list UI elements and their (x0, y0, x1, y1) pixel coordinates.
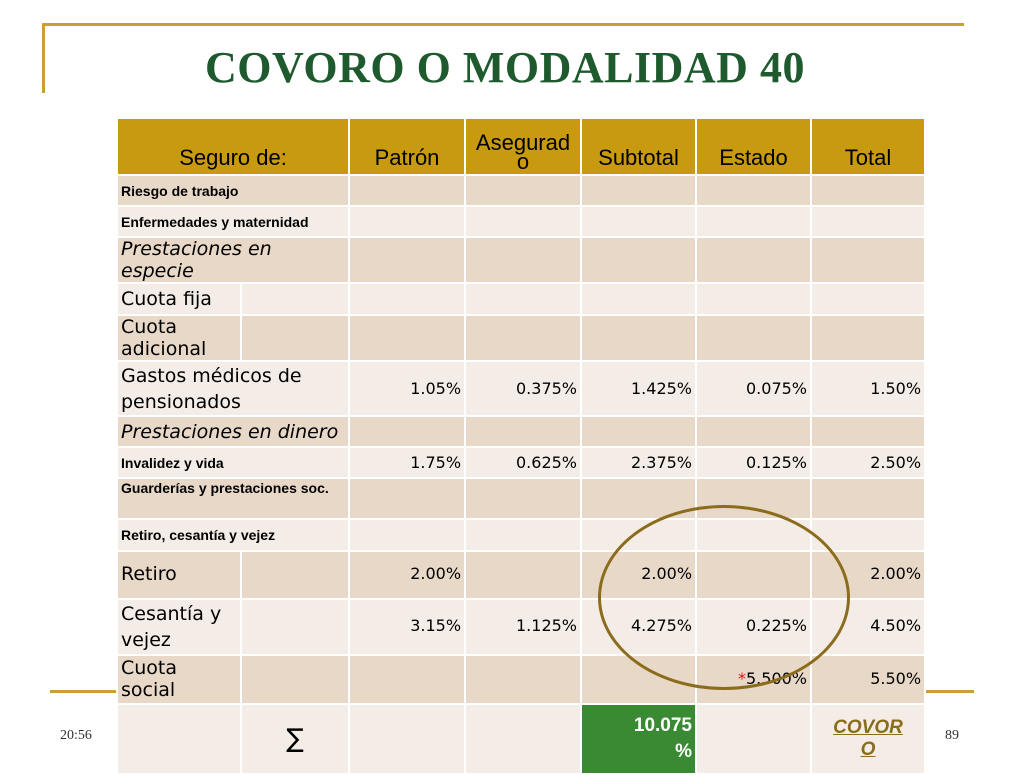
row-label: Cuota fija (117, 283, 241, 315)
row-label: Invalidez y vida (117, 447, 349, 478)
sum-row (117, 704, 925, 774)
cell-total: 5.50% (811, 655, 925, 704)
slide-title: COVORO O MODALIDAD 40 (205, 43, 805, 92)
cell-patron: 1.05% (349, 361, 465, 416)
cell-total: 4.50% (811, 599, 925, 655)
cell-subtotal: 2.375% (581, 447, 696, 478)
table-row (117, 599, 925, 655)
table-row (117, 237, 925, 283)
footer-line-left (50, 690, 118, 693)
sum-symbol: ∑ (241, 704, 349, 774)
cell-estado: 0.225% (696, 599, 811, 655)
table-row (117, 206, 925, 237)
sum-subtotal: 10.075 % (581, 704, 696, 774)
table-row (117, 655, 925, 704)
row-label: Enfermedades y maternidad (117, 206, 349, 237)
cell-patron: 3.15% (349, 599, 465, 655)
header-asegurado: Asegurad o (465, 118, 581, 175)
table-row (117, 519, 925, 551)
cell-estado: *5.500% (696, 655, 811, 704)
contribution-table (116, 117, 926, 775)
row-label: Prestaciones en especie (121, 238, 272, 282)
header-seguro: Seguro de: (117, 118, 349, 175)
table-row (117, 315, 925, 361)
table-row (117, 478, 925, 519)
row-label: Gastos médicos de pensionados (117, 361, 349, 416)
row-label: Guarderías y prestaciones soc. (117, 478, 349, 519)
header-patron: Patrón (349, 118, 465, 175)
footer-time: 20:56 (60, 728, 92, 743)
row-label: Cesantía y vejez (117, 599, 241, 655)
row-label: Riesgo de trabajo (117, 175, 349, 206)
table-row (117, 551, 925, 599)
footer-line-right (924, 690, 974, 693)
cell-total: 1.50% (811, 361, 925, 416)
header-total: Total (811, 118, 925, 175)
cell-patron: 2.00% (349, 551, 465, 599)
covoro-total-link[interactable]: COVOR O (811, 704, 925, 774)
row-label: Prestaciones en dinero (121, 420, 339, 443)
cell-asegurado: 0.625% (465, 447, 581, 478)
table-row (117, 447, 925, 478)
header-row (117, 118, 925, 175)
cell-total: 2.00% (811, 551, 925, 599)
cell-asegurado: 1.125% (465, 599, 581, 655)
row-label: Cuota social (117, 655, 241, 704)
table-row (117, 175, 925, 206)
cell-subtotal: 1.425% (581, 361, 696, 416)
row-label: Retiro (117, 551, 241, 599)
header-subtotal: Subtotal (581, 118, 696, 175)
cell-patron: 1.75% (349, 447, 465, 478)
cell-subtotal: 2.00% (581, 551, 696, 599)
table-row (117, 416, 925, 447)
table-row (117, 283, 925, 315)
asterisk-mark: * (738, 668, 746, 688)
row-label: Cuota adicional (117, 315, 241, 361)
page-number: 89 (945, 728, 959, 743)
table-row (117, 361, 925, 416)
cell-estado: 0.125% (696, 447, 811, 478)
row-label: Retiro, cesantía y vejez (117, 519, 349, 551)
header-estado: Estado (696, 118, 811, 175)
cell-subtotal: 4.275% (581, 599, 696, 655)
frame-top-line (42, 23, 964, 26)
cell-asegurado: 0.375% (465, 361, 581, 416)
cell-estado: 0.075% (696, 361, 811, 416)
cell-total: 2.50% (811, 447, 925, 478)
